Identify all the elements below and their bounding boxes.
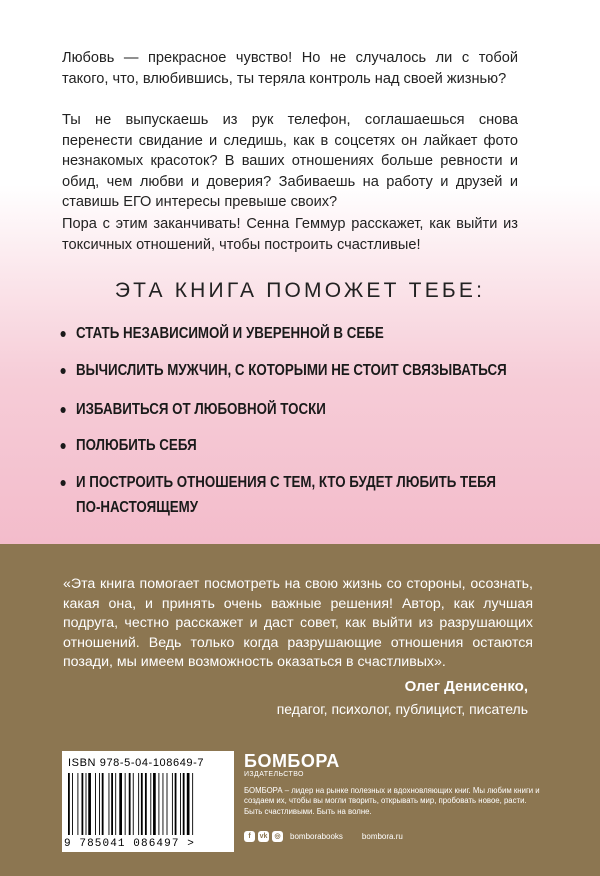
isbn-number: ISBN 978-5-04-108649-7 bbox=[68, 757, 205, 769]
barcode-box bbox=[62, 751, 234, 852]
benefit-text: ПОЛЮБИТЬ СЕБЯ bbox=[76, 437, 197, 454]
benefit-text: ПО-НАСТОЯЩЕМУ bbox=[76, 499, 199, 516]
bullet-dot-icon bbox=[61, 407, 66, 413]
intro-paragraph-3: Пора с этим заканчивать! Сенна Геммур расскажет, как выйти из токсичных отношений, чтобы построить счастливые! bbox=[62, 216, 518, 253]
publisher-name: БОМБОРА bbox=[244, 751, 340, 771]
bullet-dot-icon bbox=[61, 331, 66, 337]
benefit-item-continuation bbox=[76, 496, 198, 520]
review-author: Олег Денисенко, bbox=[404, 678, 528, 695]
review-author-role: педагог, психолог, публицист, писатель bbox=[276, 701, 528, 717]
barcode-icon bbox=[68, 773, 228, 835]
bullet-dot-icon bbox=[61, 368, 66, 374]
publisher-logo bbox=[244, 752, 340, 779]
intro-paragraph-2: Ты не выпускаешь из рук телефон, соглашаешься снова перенести свидание и следишь, как в соцсетях он лайкает фото незнакомых красоток? В ваших отношениях больше ревности и обид, чем любви и доверия? Забиваешь на работу и друзей и ставишь ЕГО интересы превыше своих? bbox=[62, 112, 518, 211]
benefit-text: ВЫЧИСЛИТЬ МУЖЧИН, С КОТОРЫМИ НЕ СТОИТ СВЯЗЫВАТЬСЯ bbox=[76, 362, 507, 379]
instagram-icon[interactable]: ◎ bbox=[272, 831, 283, 842]
benefit-item bbox=[76, 471, 496, 495]
bullet-dot-icon bbox=[61, 480, 66, 486]
benefit-item bbox=[76, 398, 326, 422]
benefit-item bbox=[76, 359, 507, 383]
benefit-item bbox=[76, 322, 384, 346]
publisher-subtitle: ИЗДАТЕЛЬСТВО bbox=[244, 771, 304, 778]
barcode-digits: 9 785041 086497 > bbox=[64, 838, 195, 850]
review-quote: «Эта книга помогает посмотреть на свою жизнь со стороны, осознать, какая она, и принять очень важные решения! Автор, как лучшая подруга, честно расскажет и даст совет, как выйти из разрушающих отношений. Ведь только когда разрушающие отношения остаются позади, мы имеем возможность оказаться в счастливых». bbox=[63, 576, 533, 671]
website-link[interactable]: bombora.ru bbox=[361, 831, 403, 841]
vk-icon[interactable]: vk bbox=[259, 832, 268, 840]
social-handle[interactable]: bomborabooks bbox=[290, 831, 343, 841]
intro-paragraph-1: Любовь — прекрасное чувство! Но не случалось ли с тобой такого, что, влюбившись, ты теряла контроль над своей жизнью? bbox=[62, 50, 518, 87]
benefit-text: И ПОСТРОИТЬ ОТНОШЕНИЯ С ТЕМ, КТО БУДЕТ ЛЮБИТЬ ТЕБЯ bbox=[76, 474, 496, 491]
publisher-description: БОМБОРА – лидер на рынке полезных и вдохновляющих книг. Мы любим книги и создаем их, чтобы вы могли творить, открывать мир, пробовать новое, расти. Быть счастливыми. Быть на волне. bbox=[244, 786, 540, 816]
benefit-text: СТАТЬ НЕЗАВИСИМОЙ И УВЕРЕННОЙ В СЕБЕ bbox=[76, 325, 384, 342]
publisher-socials bbox=[244, 830, 403, 842]
benefits-title: ЭТА КНИГА ПОМОЖЕТ ТЕБЕ: bbox=[114, 279, 486, 302]
benefit-text: ИЗБАВИТЬСЯ ОТ ЛЮБОВНОЙ ТОСКИ bbox=[76, 401, 326, 418]
facebook-icon[interactable]: f bbox=[244, 831, 255, 842]
bullet-dot-icon bbox=[61, 443, 66, 449]
benefit-item bbox=[76, 434, 197, 458]
